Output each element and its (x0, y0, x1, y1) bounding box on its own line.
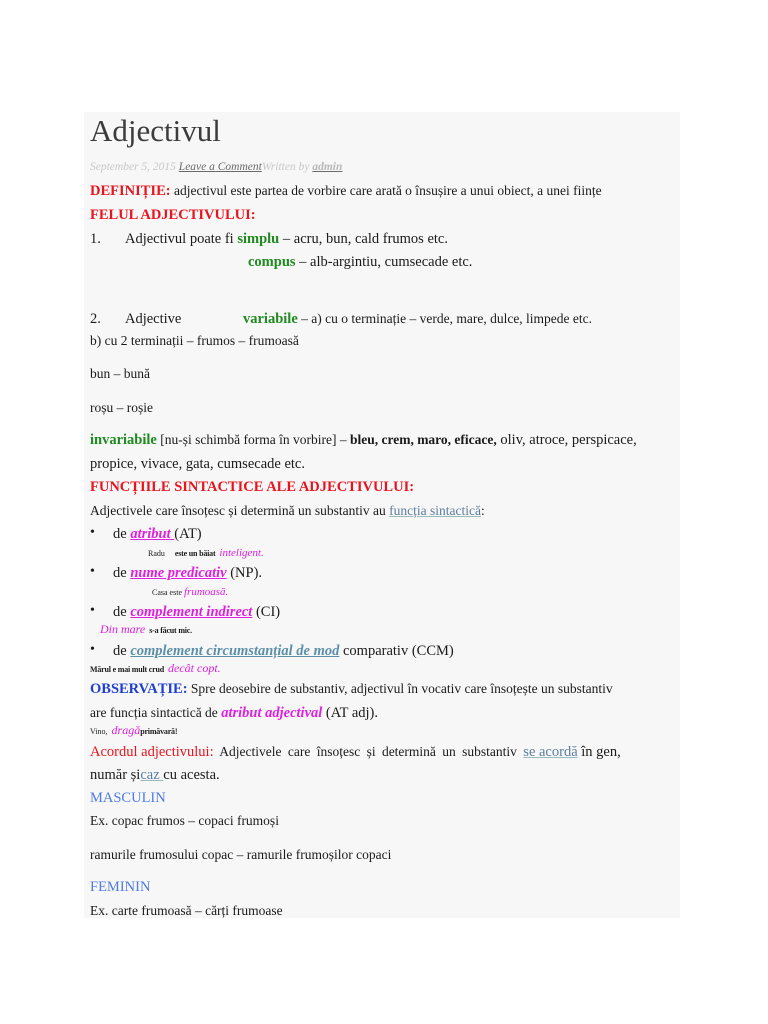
post-date: September 5, 2015 (90, 161, 176, 173)
feminin-example-1: Ex. carte frumoasă – cărți frumoase (90, 903, 283, 918)
functie-abbr: (NP). (226, 565, 263, 581)
bullet-icon: • (90, 525, 95, 540)
example-vocativ (90, 721, 177, 739)
felul-item-2-rest: – a) cu o terminație – verde, mare, dulce, limpede etc. (297, 311, 593, 326)
complement-indirect-link[interactable]: complement indirect (130, 604, 253, 620)
observatie-text-3: (AT adj). (322, 705, 378, 721)
definition-label: DEFINIȚIE: (90, 183, 171, 199)
felul-item-1-lead: Adjectivul poate fi (125, 231, 238, 247)
example-word: primăvară! (140, 727, 178, 736)
functie-abbr: comparativ (CCM) (339, 643, 454, 659)
acordul-label: Acordul adjectivului: (90, 744, 214, 760)
functii-intro-text: Adjectivele care însoțesc și determină un substantiv au (90, 503, 390, 518)
example-adjective: inteligent. (219, 547, 264, 559)
compus-rest: – alb-argintiu, cumsecade etc. (295, 254, 473, 270)
bullet-icon: • (90, 603, 95, 618)
felul-item-2 (243, 310, 592, 328)
example-word: Mărul e mai mult crud (90, 665, 165, 674)
felul-item-1 (125, 230, 448, 248)
invariabile-line (90, 431, 637, 449)
example-word: Radu (148, 549, 165, 558)
felul-item-1-rest: – acru, bun, cald frumos etc. (279, 231, 448, 247)
post-meta (90, 161, 342, 173)
invariabile-line-2: propice, vivace, gata, cumsecade etc. (90, 456, 305, 472)
example-adjective: dragă (111, 723, 141, 737)
example-adjective: Din mare (100, 622, 146, 636)
functii-heading: FUNCȚIILE SINTACTICE ALE ADJECTIVULUI: (90, 479, 415, 495)
felul-item-2-lead: Adjective (125, 311, 182, 327)
variabile-keyword: variabile (243, 311, 298, 327)
example-nume-predicativ (152, 582, 228, 600)
author-name: admin (312, 161, 343, 173)
functie-item-ccm (113, 642, 454, 660)
simplu-keyword: simplu (237, 231, 280, 247)
felul-heading: FELUL ADJECTIVULUI: (90, 207, 256, 223)
line-b: b) cu 2 terminații – frumos – frumoasă (90, 333, 299, 348)
functie-abbr: (CI) (252, 604, 281, 620)
invariabile-keyword: invariabile (90, 432, 157, 448)
masculin-heading: MASCULIN (90, 790, 166, 806)
compus-keyword: compus (248, 254, 296, 270)
bullet-icon: • (90, 564, 95, 579)
functii-intro (90, 502, 485, 520)
functia-sintactica-link[interactable]: funcția sintactică (389, 503, 481, 518)
masculin-example-2: ramurile frumosului copac – ramurile frumoșilor copaci (90, 847, 392, 862)
felul-item-2-num: 2. (90, 311, 101, 327)
nume-predicativ-link[interactable]: nume predicativ (130, 565, 227, 581)
caz-link[interactable]: caz (140, 767, 164, 783)
functii-intro-end: : (481, 503, 485, 518)
line-bun: bun – bună (90, 366, 150, 381)
example-ccm (90, 659, 221, 677)
functie-item-atribut (113, 525, 202, 543)
functie-de: de (113, 643, 131, 659)
page-title: Adjectivul (90, 113, 221, 148)
written-by-label: Written by (261, 161, 310, 173)
example-atribut (148, 543, 264, 561)
acordul-text-4: cu acesta. (163, 767, 220, 783)
example-word: s-a făcut mic. (149, 626, 192, 635)
line-rosu: roșu – roșie (90, 400, 153, 415)
example-adjective: frumoasă. (184, 586, 229, 598)
observatie-label: OBSERVAȚIE: (90, 681, 188, 697)
functie-abbr: (AT) (174, 526, 202, 542)
example-word: este un băiat (174, 549, 216, 558)
felul-item-1-num: 1. (90, 231, 101, 247)
leave-comment-link[interactable]: Leave a Comment (178, 161, 262, 173)
example-word: Vino, (90, 727, 108, 736)
example-adjective: decât copt. (168, 661, 221, 675)
atribut-adjectival-term: atribut adjectival (221, 705, 323, 721)
observatie-text-2: are funcția sintactică de (90, 705, 222, 720)
masculin-example-1: Ex. copac frumos – copaci frumoși (90, 813, 279, 828)
invariabile-bracket: [nu-și schimbă forma în vorbire] – (156, 432, 350, 447)
functie-de: de (113, 565, 131, 581)
definition-text: adjectivul este partea de vorbire care arată o însușire a unui obiect, a unei ființe (170, 183, 602, 198)
feminin-heading: FEMININ (90, 879, 151, 895)
functie-item-complement-indirect (113, 603, 280, 621)
acordul-line (90, 743, 621, 761)
acordul-text-1: Adjectivele care însoțesc și determină un substantiv (213, 744, 524, 759)
example-complement-indirect (100, 620, 192, 638)
functie-de: de (113, 526, 131, 542)
definition-line (90, 182, 602, 200)
compus-line (248, 253, 472, 271)
acordul-text-2: în gen, (577, 744, 621, 760)
functie-item-nume-predicativ (113, 564, 262, 582)
example-word: Casa este (152, 588, 182, 597)
acordul-line-2 (90, 766, 220, 784)
author-link[interactable] (312, 161, 342, 173)
se-acorda-link[interactable]: se acordă (523, 744, 578, 760)
invariabile-bold-list: bleu, crem, maro, eficace, (349, 432, 497, 447)
atribut-link[interactable]: atribut (130, 526, 175, 542)
acordul-text-3: număr și (90, 767, 141, 783)
complement-circumstantial-link[interactable]: complement circumstanțial de mod (130, 643, 340, 659)
bullet-icon: • (90, 642, 95, 657)
invariabile-rest: oliv, atroce, perspicace, (496, 432, 637, 448)
functie-de: de (113, 604, 131, 620)
observatie-text-1: Spre deosebire de substantiv, adjectivul în vocativ care însoțește un substantiv (187, 681, 613, 696)
observatie-line-2 (90, 704, 378, 722)
observatie-line (90, 680, 613, 698)
